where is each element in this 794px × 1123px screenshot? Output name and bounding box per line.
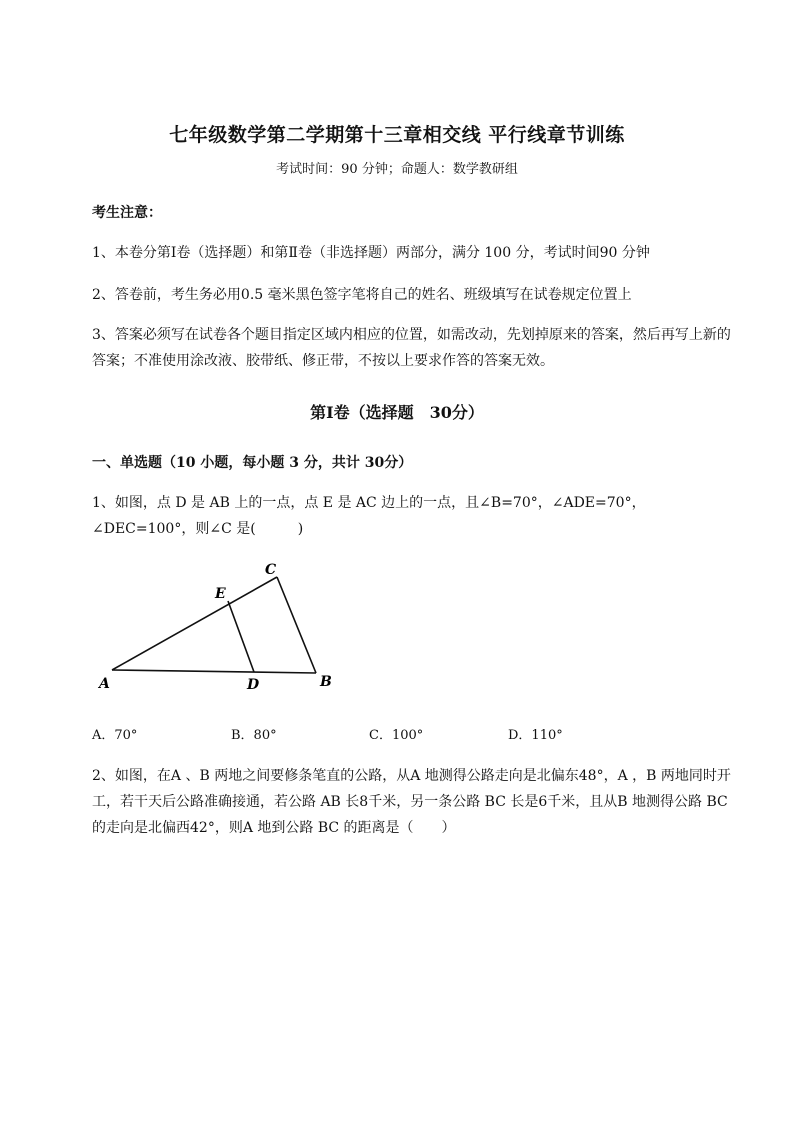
label-d: D [247,677,260,693]
option-d[interactable]: D．110° [508,728,563,743]
label-c: C [265,562,277,578]
notice-item-1: 1、本卷分第Ⅰ卷（选择题）和第Ⅱ卷（非选择题）两部分，满分 100 分，考试时间90 分钟 [92,245,650,261]
segment-ac [112,577,277,670]
notice-item-3: 3、答案必须写在试卷各个题目指定区域内相应的位置，如需改动，先划掉原来的答案，然后再写上新的答案；不准使用涂改液、胶带纸、修正带，不按以上要求作答的答案无效。 [92,327,731,369]
label-b: B [320,674,332,690]
label-a: A [99,676,110,692]
segment-ab [112,670,316,673]
option-c[interactable]: C．100° [369,728,424,743]
triangle-lines [112,577,316,673]
segment-cb [277,577,316,673]
question-1-text: 1、如图，点 D 是 AB 上的一点，点 E 是 AC 边上的一点，且∠B=70°，∠ADE=70°，∠DEC=100°，则∠C 是( ) [92,495,646,537]
part-heading: 一、单选题（10 小题，每小题 3 分，共计 30分） [92,455,413,471]
question-2-text: 2、如图，在A 、B 两地之间要修条笔直的公路，从A 地测得公路走向是北偏东48°，A ，B 两地同时开工，若干天后公路准确接通，若公路 AB 长8千米，另一条公路 BC 长是6千米，且从B 地测得公路 BC 的走向是北偏西42°，则A 地到公路 BC 的距离是（ ） [92,768,731,836]
page-title: 七年级数学第二学期第十三章相交线 平行线章节训练 [169,124,625,146]
option-b[interactable]: B．80° [231,728,277,743]
exam-info: 考试时间：90 分钟；命题人：数学教研组 [276,162,518,177]
notice-item-2: 2、答卷前，考生务必用0.5 毫米黑色签字笔将自己的姓名、班级填写在试卷规定位置上 [92,287,632,303]
notice-heading: 考生注意： [92,205,162,221]
section-title: 第Ⅰ卷（选择题 30分） [310,403,484,422]
label-e: E [215,586,226,602]
option-a[interactable]: A．70° [92,728,138,743]
segment-ed [228,601,254,672]
